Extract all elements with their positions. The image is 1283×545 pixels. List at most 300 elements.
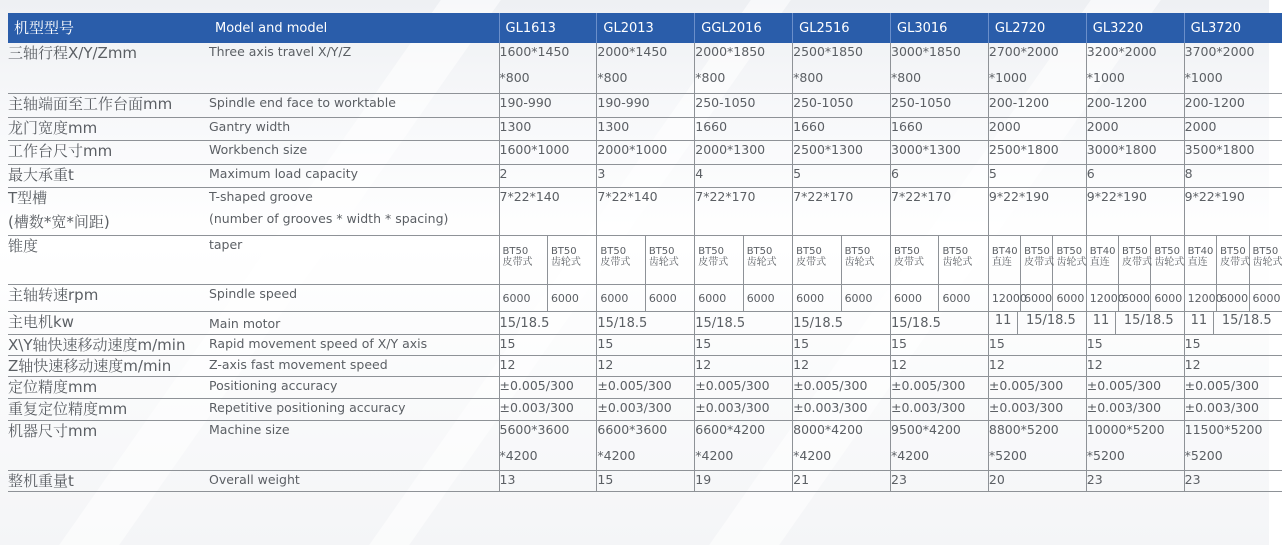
taper-drive: 齿轮式: [844, 256, 875, 268]
row-label-zh: 定位精度mm: [8, 376, 209, 398]
value-cell: 1300: [499, 117, 597, 140]
row-label-en: Rapid movement speed of X/Y axis: [209, 334, 499, 355]
speed-cell: [695, 284, 793, 311]
taper-cell: [988, 235, 1086, 284]
taper-type: BT50: [1154, 245, 1181, 257]
speed-value: 12000: [1087, 285, 1119, 311]
value-cell: ±0.003/300: [988, 398, 1086, 420]
value-line-2: *4200: [793, 447, 832, 463]
value-cell: 15: [793, 334, 891, 355]
row-label-zh: X\Y轴快速移动速度m/min: [8, 334, 209, 355]
taper-option: [1217, 236, 1249, 284]
value-line-1: 6600*4200: [695, 421, 766, 437]
row-label-zh: 整机重量t: [8, 470, 209, 491]
speed-value: 6000: [597, 285, 645, 311]
motor-value: 11: [1185, 312, 1214, 334]
taper-cell: [793, 235, 891, 284]
value-cell: 19: [695, 470, 793, 491]
value-line-1: 1600*1450: [499, 44, 570, 59]
value-cell: 15/18.5: [597, 311, 695, 334]
value-cell: 23: [1086, 470, 1184, 491]
speed-cell: [499, 284, 597, 311]
row-label-en: Spindle end face to worktable: [209, 93, 499, 117]
spec-row-spindle_end: [8, 93, 1282, 117]
row-label-en: Z-axis fast movement speed: [209, 355, 499, 376]
speed-split: [793, 285, 890, 311]
taper-type: BT50: [796, 245, 822, 257]
value-cell: [1184, 43, 1282, 93]
motor-value: 11: [1087, 312, 1116, 334]
value-cell: 2000: [1086, 117, 1184, 140]
value-cell: 190-990: [499, 93, 597, 117]
speed-value: 6000: [1056, 291, 1085, 305]
taper-split: [891, 236, 988, 284]
taper-option: [597, 236, 645, 284]
value-cell: [695, 420, 793, 470]
speed-value: 12000: [1185, 285, 1217, 311]
value-cell: 9*22*190: [988, 187, 1086, 235]
taper-split: [597, 236, 694, 284]
value-cell: 2500*1300: [793, 140, 891, 164]
value-cell: ±0.005/300: [499, 376, 597, 398]
row-label-zh-line2: (槽数*宽*间距): [8, 212, 110, 231]
value-line-2: *1000: [1184, 70, 1223, 85]
taper-type: BT50: [844, 245, 871, 257]
value-cell: ±0.005/300: [988, 376, 1086, 398]
speed-value: 6000: [500, 285, 548, 311]
taper-option: [1250, 236, 1282, 284]
speed-value: 6000: [942, 291, 971, 305]
motor-cell: [1086, 311, 1184, 334]
row-label-en-line2: (number of grooves * width * spacing): [209, 210, 449, 226]
motor-value: 11: [989, 312, 1018, 334]
row-label-en: Workbench size: [209, 140, 499, 164]
value-cell: ±0.003/300: [891, 398, 989, 420]
value-line-2: *4200: [891, 447, 930, 463]
spec-row-bench: [8, 140, 1282, 164]
value-cell: ±0.003/300: [695, 398, 793, 420]
taper-cell: [695, 235, 793, 284]
value-cell: 7*22*140: [499, 187, 597, 235]
value-cell: 12: [1184, 355, 1282, 376]
value-cell: [1086, 420, 1184, 470]
motor-cell: [1184, 311, 1282, 334]
row-label-en: Positioning accuracy: [209, 376, 499, 398]
taper-drive: 齿轮式: [942, 256, 973, 268]
taper-drive: 齿轮式: [1252, 256, 1283, 268]
model-cell: GL3016: [891, 13, 989, 43]
speed-value: 6000: [793, 285, 841, 311]
value-line-1: 2000*1450: [597, 44, 668, 59]
value-cell: 2000: [988, 117, 1086, 140]
value-cell: 15/18.5: [793, 311, 891, 334]
value-cell: 7*22*140: [597, 187, 695, 235]
taper-type: BT50: [1056, 245, 1083, 257]
spec-row-travel: [8, 43, 1282, 93]
speed-split: [1087, 285, 1184, 311]
taper-type: BT40: [1187, 245, 1214, 257]
row-label-zh: 主轴端面至工作台面mm: [8, 93, 209, 117]
model-cell: GL2013: [597, 13, 695, 43]
taper-drive: 直连: [991, 256, 1012, 268]
value-cell: 6: [1086, 164, 1184, 187]
taper-option: [1053, 236, 1085, 284]
speed-value: 6000: [648, 291, 677, 305]
value-cell: 13: [499, 470, 597, 491]
taper-cell: [891, 235, 989, 284]
value-cell: 1660: [891, 117, 989, 140]
taper-drive: 齿轮式: [1056, 256, 1087, 268]
row-label-en: Three axis travel X/Y/Z: [209, 43, 499, 93]
value-line-1: 2700*2000: [988, 44, 1059, 59]
value-cell: 1660: [793, 117, 891, 140]
value-line-2: *4200: [597, 447, 636, 463]
value-cell: 15: [499, 334, 597, 355]
value-cell: 20: [988, 470, 1086, 491]
taper-option: [1021, 236, 1053, 284]
taper-option: [744, 236, 792, 284]
row-label-zh: 三轴行程X/Y/Zmm: [8, 43, 209, 93]
row-label-zh: 重复定位精度mm: [8, 398, 209, 420]
taper-option: [1087, 236, 1119, 284]
taper-option: [1119, 236, 1151, 284]
taper-drive: 皮带式: [600, 256, 631, 268]
value-line-1: 3000*1850: [891, 44, 961, 59]
taper-drive: 齿轮式: [648, 256, 679, 268]
speed-cell: [1184, 284, 1282, 311]
value-cell: 190-990: [597, 93, 695, 117]
motor-value: 15/18.5: [1221, 312, 1272, 328]
taper-drive: 皮带式: [796, 256, 827, 268]
value-line-1: 11500*5200: [1184, 421, 1263, 437]
speed-value: 6000: [844, 291, 873, 305]
row-label-en: Maximum load capacity: [209, 164, 499, 187]
speed-split: [989, 285, 1086, 311]
value-cell: ±0.003/300: [597, 398, 695, 420]
row-label-en: Gantry width: [209, 117, 499, 140]
row-label-zh: 龙门宽度mm: [8, 117, 209, 140]
value-cell: 2000: [1184, 117, 1282, 140]
taper-type: BT40: [991, 245, 1018, 257]
value-line-1: 3200*2000: [1086, 44, 1157, 59]
value-cell: 21: [793, 470, 891, 491]
value-cell: [891, 43, 989, 93]
taper-drive: 皮带式: [502, 256, 533, 268]
value-cell: [793, 420, 891, 470]
value-line-2: *4200: [695, 447, 734, 463]
motor-value: 15/18.5: [1123, 312, 1174, 328]
taper-split: [989, 236, 1086, 284]
value-cell: 23: [891, 470, 989, 491]
row-label-en: [209, 187, 499, 235]
value-cell: 15/18.5: [891, 311, 989, 334]
spec-row-rep: [8, 398, 1282, 420]
value-line-2: *5200: [1086, 447, 1125, 463]
taper-drive: 直连: [1089, 256, 1110, 268]
value-cell: ±0.003/300: [499, 398, 597, 420]
speed-cell: [988, 284, 1086, 311]
value-cell: 9*22*190: [1086, 187, 1184, 235]
value-cell: ±0.005/300: [1086, 376, 1184, 398]
taper-drive: 皮带式: [1122, 256, 1153, 268]
value-cell: 250-1050: [793, 93, 891, 117]
speed-value: 6000: [550, 291, 579, 305]
value-line-2: *800: [695, 70, 726, 85]
row-label-zh: 主轴转速rpm: [8, 284, 209, 311]
value-cell: 2: [499, 164, 597, 187]
value-cell: 12: [988, 355, 1086, 376]
taper-type: BT40: [1089, 245, 1116, 257]
value-cell: 3: [597, 164, 695, 187]
row-label-zh: 锥度: [8, 235, 209, 284]
value-cell: ±0.005/300: [1184, 376, 1282, 398]
value-cell: 7*22*170: [695, 187, 793, 235]
taper-type: BT50: [550, 245, 577, 257]
row-label-zh: Z轴快速移动速度m/min: [8, 355, 209, 376]
row-label-zh-line1: T型槽: [8, 188, 48, 207]
header-row: [8, 13, 1282, 43]
taper-drive: 齿轮式: [746, 256, 777, 268]
value-cell: 200-1200: [988, 93, 1086, 117]
value-cell: 6: [891, 164, 989, 187]
row-label-en: Machine size: [209, 420, 499, 470]
spec-row-pos: [8, 376, 1282, 398]
motor-split: [989, 312, 1086, 334]
taper-option: [842, 236, 890, 284]
value-cell: [988, 420, 1086, 470]
taper-option: [989, 236, 1021, 284]
taper-option: [1151, 236, 1183, 284]
value-cell: 15: [597, 470, 695, 491]
value-line-2: *5200: [1184, 447, 1223, 463]
value-cell: 23: [1184, 470, 1282, 491]
model-cell: GGL2016: [695, 13, 793, 43]
speed-value: 6000: [1217, 285, 1249, 311]
taper-type: BT50: [1122, 245, 1148, 257]
taper-cell: [499, 235, 597, 284]
spec-row-weight: [8, 470, 1282, 491]
speed-value: 6000: [695, 285, 743, 311]
row-label-en: Overall weight: [209, 470, 499, 491]
value-cell: 250-1050: [695, 93, 793, 117]
speed-value: 6000: [1252, 291, 1281, 305]
value-cell: 200-1200: [1184, 93, 1282, 117]
value-cell: [597, 43, 695, 93]
speed-value: 6000: [746, 291, 775, 305]
value-cell: [1184, 420, 1282, 470]
value-cell: 5: [988, 164, 1086, 187]
value-cell: ±0.005/300: [891, 376, 989, 398]
value-cell: 15: [695, 334, 793, 355]
spec-row-xy_rapid: [8, 334, 1282, 355]
speed-cell: [891, 284, 989, 311]
value-cell: 12: [891, 355, 989, 376]
value-cell: 15/18.5: [499, 311, 597, 334]
value-cell: [499, 420, 597, 470]
row-label-en: Main motor: [209, 311, 499, 334]
value-cell: 12: [1086, 355, 1184, 376]
value-cell: [1086, 43, 1184, 93]
row-label-en: taper: [209, 235, 499, 284]
taper-drive: 齿轮式: [550, 256, 581, 268]
taper-drive: 皮带式: [698, 256, 729, 268]
value-line-1: 6600*3600: [597, 421, 668, 437]
value-cell: 7*22*170: [793, 187, 891, 235]
taper-split: [695, 236, 792, 284]
header-zh: 机型型号: [8, 13, 209, 43]
header-en: Model and model: [209, 13, 499, 43]
row-label-zh: 最大承重t: [8, 164, 209, 187]
model-cell: GL1613: [499, 13, 597, 43]
row-label-en-line1: T-shaped groove: [209, 188, 313, 204]
value-cell: 15: [1086, 334, 1184, 355]
speed-split: [695, 285, 792, 311]
taper-option: [939, 236, 987, 284]
spec-row-speed: [8, 284, 1282, 311]
taper-type: BT50: [746, 245, 773, 257]
value-cell: 15: [891, 334, 989, 355]
model-cell: GL2720: [988, 13, 1086, 43]
value-cell: 15: [1184, 334, 1282, 355]
taper-type: BT50: [648, 245, 675, 257]
value-cell: [695, 43, 793, 93]
taper-option: [891, 236, 939, 284]
spec-table: [8, 13, 1282, 492]
taper-option: [793, 236, 841, 284]
row-label-zh: [8, 187, 209, 235]
value-line-1: 5600*3600: [499, 421, 570, 437]
speed-split: [597, 285, 694, 311]
taper-option: [500, 236, 548, 284]
value-line-2: *4200: [499, 447, 538, 463]
speed-value: 6000: [1021, 285, 1053, 311]
taper-drive: 直连: [1187, 256, 1208, 268]
taper-split: [1087, 236, 1184, 284]
value-line-1: 10000*5200: [1086, 421, 1165, 437]
value-cell: [597, 420, 695, 470]
speed-cell: [597, 284, 695, 311]
value-line-2: *5200: [988, 447, 1027, 463]
taper-type: BT50: [698, 245, 724, 257]
taper-split: [500, 236, 597, 284]
speed-split: [1185, 285, 1282, 311]
value-line-1: 2000*1850: [695, 44, 766, 59]
value-cell: [891, 420, 989, 470]
spec-row-groove: [8, 187, 1282, 235]
taper-type: BT50: [894, 245, 920, 257]
value-cell: ±0.005/300: [695, 376, 793, 398]
value-cell: 15: [597, 334, 695, 355]
motor-split: [1087, 312, 1184, 334]
taper-cell: [1086, 235, 1184, 284]
row-label-en: Spindle speed: [209, 284, 499, 311]
value-cell: [988, 43, 1086, 93]
value-cell: 15/18.5: [695, 311, 793, 334]
spec-row-gantry: [8, 117, 1282, 140]
value-line-1: 8000*4200: [793, 421, 863, 437]
speed-cell: [793, 284, 891, 311]
taper-cell: [597, 235, 695, 284]
row-label-zh: 主电机kw: [8, 311, 209, 334]
taper-type: BT50: [942, 245, 969, 257]
taper-drive: 皮带式: [1024, 256, 1055, 268]
taper-option: [548, 236, 596, 284]
taper-cell: [1184, 235, 1282, 284]
value-line-2: *800: [793, 70, 824, 85]
speed-split: [891, 285, 988, 311]
motor-value: 15/18.5: [1025, 312, 1076, 328]
taper-option: [646, 236, 694, 284]
value-cell: 1300: [597, 117, 695, 140]
spec-row-taper: [8, 235, 1282, 284]
spec-row-load: [8, 164, 1282, 187]
value-line-1: 3700*2000: [1184, 44, 1255, 59]
speed-value: 6000: [1154, 291, 1183, 305]
value-cell: [793, 43, 891, 93]
value-cell: ±0.005/300: [793, 376, 891, 398]
taper-type: BT50: [1024, 245, 1050, 257]
value-cell: ±0.003/300: [793, 398, 891, 420]
model-cell: GL3220: [1086, 13, 1184, 43]
taper-drive: 齿轮式: [1154, 256, 1185, 268]
value-cell: [499, 43, 597, 93]
value-cell: 2000*1000: [597, 140, 695, 164]
taper-type: BT50: [502, 245, 529, 257]
value-cell: 3000*1800: [1086, 140, 1184, 164]
value-cell: 5: [793, 164, 891, 187]
motor-split: [1185, 312, 1282, 334]
taper-type: BT50: [600, 245, 627, 257]
value-cell: 12: [499, 355, 597, 376]
taper-type: BT50: [1252, 245, 1279, 257]
value-cell: ±0.003/300: [1184, 398, 1282, 420]
value-line-1: 9500*4200: [891, 421, 961, 437]
taper-option: [1185, 236, 1217, 284]
value-cell: 7*22*170: [891, 187, 989, 235]
value-cell: 12: [695, 355, 793, 376]
value-cell: 1660: [695, 117, 793, 140]
value-cell: ±0.003/300: [1086, 398, 1184, 420]
value-cell: 12: [793, 355, 891, 376]
row-label-zh: 机器尺寸mm: [8, 420, 209, 470]
taper-type: BT50: [1220, 245, 1246, 257]
speed-value: 12000: [989, 285, 1021, 311]
value-line-2: *800: [499, 70, 530, 85]
value-cell: 1600*1000: [499, 140, 597, 164]
value-cell: 9*22*190: [1184, 187, 1282, 235]
value-cell: 3000*1300: [891, 140, 989, 164]
value-cell: 200-1200: [1086, 93, 1184, 117]
value-cell: 12: [597, 355, 695, 376]
value-line-1: 8800*5200: [988, 421, 1059, 437]
spec-row-z_rapid: [8, 355, 1282, 376]
value-line-2: *800: [891, 70, 922, 85]
speed-value: 6000: [1119, 285, 1151, 311]
value-line-2: *800: [597, 70, 628, 85]
value-cell: 250-1050: [891, 93, 989, 117]
taper-split: [793, 236, 890, 284]
model-cell: GL2516: [793, 13, 891, 43]
speed-split: [500, 285, 597, 311]
taper-option: [695, 236, 743, 284]
value-cell: 2000*1300: [695, 140, 793, 164]
value-cell: 15: [988, 334, 1086, 355]
value-line-2: *1000: [988, 70, 1027, 85]
value-cell: 3500*1800: [1184, 140, 1282, 164]
speed-cell: [1086, 284, 1184, 311]
value-line-2: *1000: [1086, 70, 1125, 85]
spec-row-motor: [8, 311, 1282, 334]
